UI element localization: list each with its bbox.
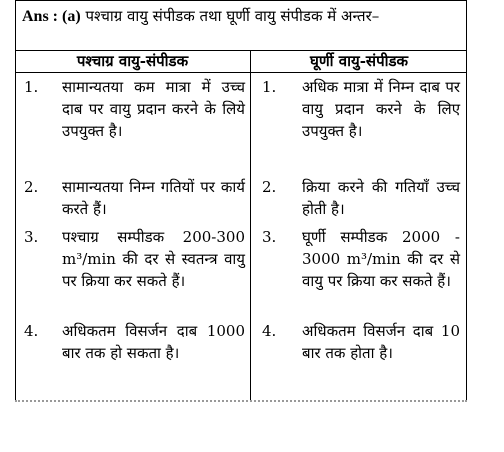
- row-4-num-right: 4.: [262, 322, 277, 340]
- row-2-num-left: 2.: [24, 178, 39, 196]
- top-border: [15, 0, 467, 1]
- row-4-num-left: 4.: [24, 322, 39, 340]
- row-2-num-right: 2.: [262, 178, 277, 196]
- answer-prefix: Ans : (a): [22, 8, 81, 25]
- answer-intro: [22, 6, 462, 27]
- column-divider: [250, 50, 251, 400]
- row-3-right: घूर्णी सम्पीडक 2000 - 3000 m³/min की दर से वायु पर क्रिया कर सकते हैं।: [302, 228, 460, 290]
- row-1-right: अधिक मात्रा में निम्न दाब पर वायु प्रदान करने के लिए उपयुक्त है।: [302, 78, 460, 140]
- row-1-num-right: 1.: [262, 78, 277, 96]
- header-right: घूर्णी वायु-संपीडक: [309, 52, 409, 70]
- row-3-num-right: 3.: [262, 228, 277, 246]
- row-2-right: क्रिया करने की गतियाँ उच्च होती है।: [302, 178, 460, 218]
- header-bottom-rule: [15, 72, 467, 73]
- row-3-left: पश्चाग्र सम्पीडक 200-300 m³/min की दर से स्वतन्त्र वायु पर क्रिया कर सकते हैं।: [62, 228, 245, 290]
- row-3-num-left: 3.: [24, 228, 39, 246]
- row-1-num-left: 1.: [24, 78, 39, 96]
- answer-text: पश्चाग्र वायु संपीडक तथा घूर्णी वायु संपीडक में अन्तर–: [85, 7, 380, 25]
- row-4-right: अधिकतम विसर्जन दाब 10 बार तक होता है।: [302, 322, 460, 362]
- cropped-bottom-edge: [15, 400, 467, 402]
- row-1-left: सामान्यतया कम मात्रा में उच्च दाब पर वायु प्रदान करने के लिये उपयुक्त है।: [62, 78, 245, 140]
- row-4-left: अधिकतम विसर्जन दाब 1000 बार तक हो सकता है।: [62, 322, 245, 362]
- row-2-left: सामान्यतया निम्न गतियों पर कार्य करते हैं।: [62, 178, 245, 218]
- header-left: पश्चाग्र वायु-संपीडक: [76, 52, 189, 70]
